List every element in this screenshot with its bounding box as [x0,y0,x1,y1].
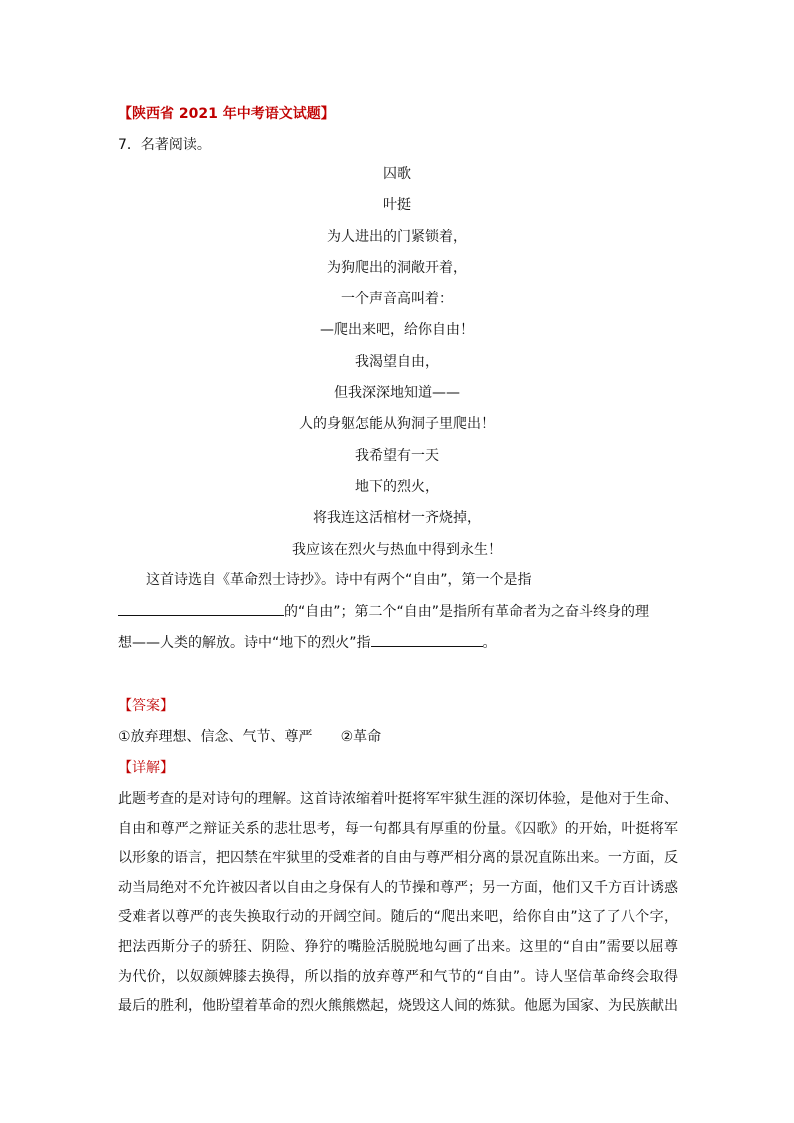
exam-source-tag: 【陕西省 2021 年中考语文试题】 [118,106,335,122]
poem-line: 一个声音高叫着： [341,291,453,308]
passage-line: 这首诗选自《革命烈士诗抄》。诗中有两个“自由”，第一个是指 [146,572,532,588]
detail-label: 【详解】 [118,760,174,776]
poem [118,163,676,570]
question-passage [118,569,678,664]
passage-line [118,632,678,664]
question-title: 7．名著阅读。 [118,137,211,153]
answer-content [118,726,381,746]
passage-text: 想——人类的解放。诗中“地下的烈火”指 [118,635,371,651]
passage-line [118,601,678,633]
answer-label: 【答案】 [118,698,174,714]
answer-blank-1 [118,601,284,616]
poem-line: 我希望有一天 [355,447,439,464]
poem-line: 但我深深地知道—— [334,385,460,402]
poem-title: 囚歌 [383,166,411,182]
detail-line: 把法西斯分子的骄狂、阴险、狰狞的嘴脸活脱脱地勾画了出来。这里的“自由”需要以屈尊 [118,938,678,955]
poem-line: 为狗爬出的洞敞开着， [327,259,467,276]
detail-line: 以形象的语言，把囚禁在牢狱里的受难者的自由与尊严相分离的景况直陈出来。一方面，反 [118,850,678,867]
passage-text: 。 [482,635,497,651]
detail-line: 最后的胜利，他盼望着革命的烈火熊熊燃起，烧毁这人间的炼狱。他愿为国家、为民族献出 [118,998,678,1015]
poem-line: 人的身躯怎能从狗洞子里爬出！ [299,416,495,433]
detail-line: 动当局绝对不允许被囚者以自由之身保有人的节操和尊严；另一方面，他们又千方百计诱惑 [118,879,678,896]
answer-blank-2 [371,632,483,647]
answer-item-2: ②革命 [340,729,382,745]
poem-line: 将我连这活棺材一齐烧掉， [313,510,481,527]
poem-line: 我应该在烈火与热血中得到永生！ [292,541,502,558]
poem-line: 地下的烈火， [355,478,439,495]
poem-line: —爬出来吧，给你自由！ [320,322,474,339]
detail-explanation [118,788,678,1025]
detail-line: 此题考查的是对诗句的理解。这首诗浓缩着叶挺将军牢狱生涯的深切体验，是他对于生命、 [118,791,678,807]
poem-line: 为人进出的门紧锁着， [327,228,467,245]
answer-item-1: ①放弃理想、信念、气节、尊严 [118,729,313,745]
poem-author: 叶挺 [383,197,411,214]
detail-line: 受难者以尊严的丧失换取行动的开阔空间。随后的“爬出来吧，给你自由”这了了八个字， [118,909,678,926]
detail-line: 为代价，以奴颜婢膝去换得，所以指的放弃尊严和气节的“自由”。诗人坚信革命终会取得 [118,968,678,985]
passage-text: 的“自由”；第二个“自由”是指所有革命者为之奋斗终身的理 [284,603,650,620]
detail-line: 自由和尊严之辩证关系的悲壮思考，每一句都具有厚重的份量。《囚歌》的开始，叶挺将军 [118,820,678,837]
poem-line: 我渴望自由， [355,353,439,370]
